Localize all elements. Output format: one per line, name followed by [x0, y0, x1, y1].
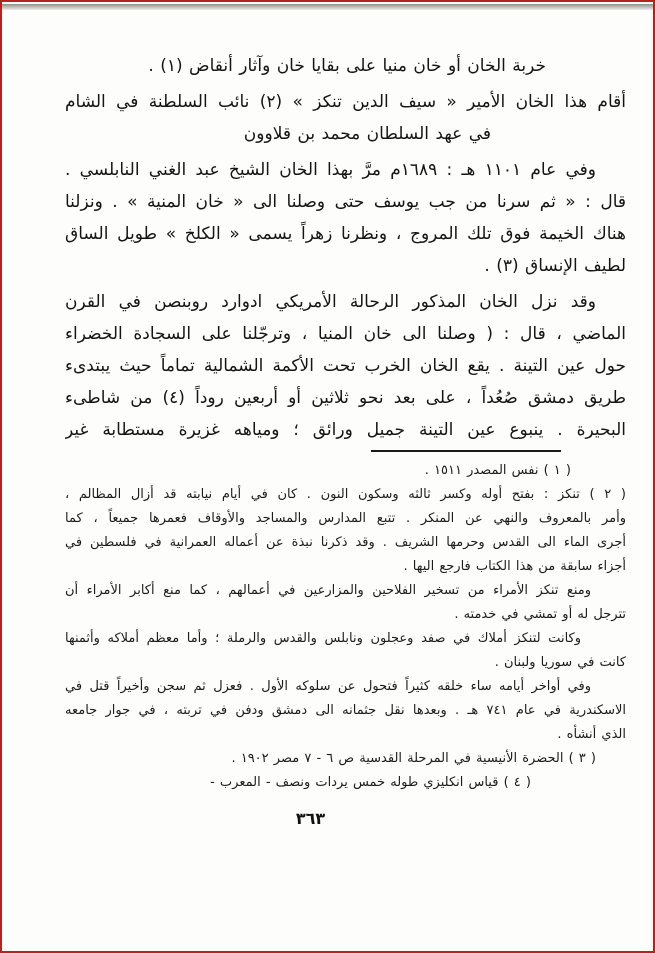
footnote-line: ( ٢ ) تنكز : بفتح أوله وكسر ثالثه وسكون النون . كان في أيام نيابته قد أزال المظالم ،: [65, 487, 626, 502]
text-line: طريق دمشق صُعُداً ، على بعد نحو ثلاثين أو أربعين روداً (٤) من شاطىء: [65, 388, 626, 408]
text-line: حول عين التينة . يقع الخان الخرب تحت الأكمة الشمالية تماماً حيث يبتدىء: [65, 356, 626, 376]
footnote-line: وكانت لتنكز أملاك في صفد وعجلون ونابلس والقدس والرملة ؛ وأما معظم أملاكه وأثمنها: [65, 631, 581, 646]
page-content: [2, 2, 653, 951]
paragraph: [65, 154, 626, 282]
text-line: قال : « ثم سرنا من جب يوسف حتى وصلنا الى « خان المنية » . ونزلنا: [65, 192, 626, 212]
page-number: ٣٦٣: [295, 809, 326, 828]
footnote-line: الذي أنشأه .: [557, 727, 626, 742]
paragraph: [65, 86, 626, 150]
text-line: خربة الخان أو خان منيا على بقايا خان وآثار أنقاض (١) .: [148, 56, 546, 76]
paragraph: [65, 50, 626, 82]
text-line: الماضي ، قال : ( وصلنا الى خان المنيا ، وترجّلنا على السجادة الخضراء: [65, 324, 626, 344]
footnote-line: ومنع تنكز الأمراء من تسخير الفلاحين والمزارعين في أعمالهم ، كما منع أكابر الأمراء أن: [65, 583, 591, 598]
text-line: في عهد السلطان محمد بن قلاوون: [243, 124, 491, 144]
text-line: وفي عام ١١٠١ هـ : ١٦٨٩م مرَّ بهذا الخان الشيخ عبد الغني النابلسي .: [65, 160, 596, 180]
footnote-line: أجرى الماء الى القدس وحرمها الشريف . وقد ذكرنا نبذة عن أعماله العمرانية في فلسطين في: [65, 535, 626, 550]
footnote-line: تترجل له أو تمشي في خدمته .: [454, 607, 626, 622]
text-line: أقام هذا الخان الأمير « سيف الدين تنكز » (٢) نائب السلطنة في الشام: [65, 92, 626, 112]
text-line: هناك الخيمة فوق تلك المروج ، ونظرنا زهراً يسمى « الكلخ » طويل الساق: [65, 224, 626, 244]
paragraph: [65, 286, 626, 446]
footnote-line: ( ٤ ) قياس انكليزي طوله خمس يردات ونصف - المعرب -: [210, 775, 531, 790]
text-line: لطيف الإنساق (٣) .: [484, 256, 626, 276]
footnote-separator-rule: [371, 450, 561, 452]
footnote-line: وفي أواخر أيامه ساء خلقه كثيراً فتحول عن سلوكه الأول . فعزل ثم سجن وأخيراً قتل في: [65, 679, 591, 694]
footnotes-section: [65, 459, 626, 795]
footnote-line: الاسكندرية في عام ٧٤١ هـ . وبعدها نقل جثمانه الى دمشق ودفن في تربته ، في جوار جامعه: [65, 703, 626, 718]
footnote-line: ( ١ ) نفس المصدر ١٥١١ .: [424, 463, 571, 478]
footnote-line: وأمر بالمعروف والنهي عن المنكر . تتبع المدارس والمساجد والأوقاف فعمرها جميعاً ، كما: [65, 511, 626, 526]
footnote-line: كانت في سوريا ولبنان .: [494, 655, 626, 670]
text-line: البحيرة . ينبوع عين التينة جميل ورائق ؛ ومياهه غزيرة مستطابة غير: [65, 420, 626, 440]
footnote-line: أجزاء سابقة من هذا الكتاب فارجع اليها .: [403, 559, 626, 574]
text-line: وقد نزل الخان المذكور الرحالة الأمريكي ادوارد روبنصن في القرن: [65, 292, 596, 312]
footnote-line: ( ٣ ) الحضرة الأنيسية في المرحلة القدسية ص ٦ - ٧ مصر ١٩٠٢ .: [231, 751, 596, 766]
main-text: [65, 50, 626, 446]
